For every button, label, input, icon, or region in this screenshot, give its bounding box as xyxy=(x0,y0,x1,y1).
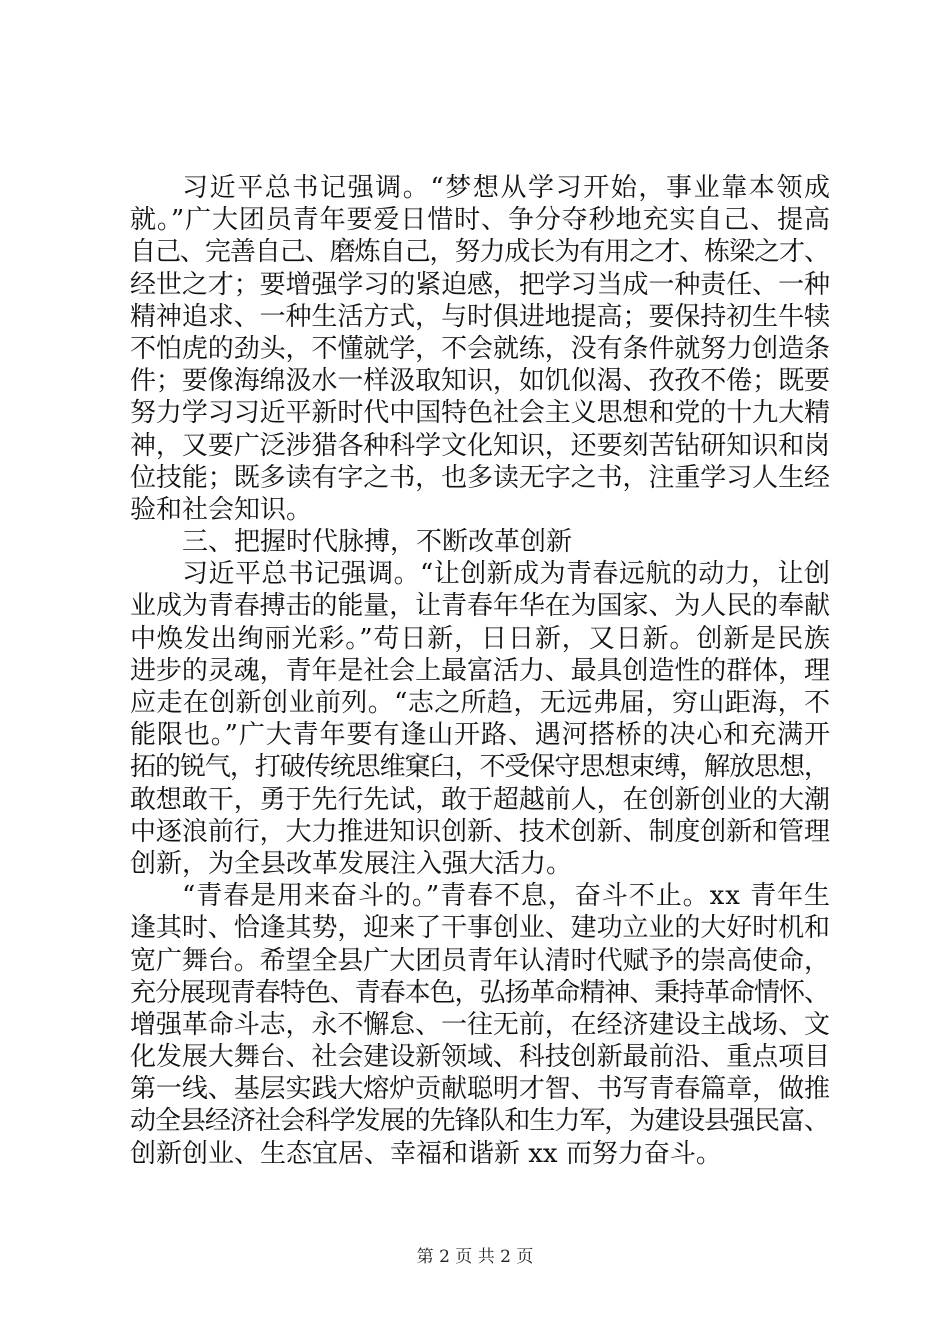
text-line xyxy=(130,430,830,462)
text-line-content: 中焕发出绚丽光彩。”苟日新，日日新，又日新。创新是民族 xyxy=(130,623,831,654)
text-line-content: 就。”广大团员青年要爱日惜时、争分夺秒地充实自己、提高 xyxy=(130,205,831,236)
text-line xyxy=(130,719,830,751)
text-line xyxy=(130,977,830,1009)
text-line-content: 习近平总书记强调。“梦想从学习开始，事业靠本领成 xyxy=(182,173,832,203)
text-line xyxy=(130,1009,830,1041)
text-line xyxy=(130,301,830,333)
text-line-content: 位技能；既多读有字之书，也多读无字之书，注重学习人生经 xyxy=(130,462,830,493)
text-line xyxy=(130,172,830,204)
text-line xyxy=(130,816,830,848)
text-line-content: 件；要像海绵汲水一样汲取知识，如饥似渴、孜孜不倦；既要 xyxy=(130,366,830,397)
text-line-content: 创新创业、生态宜居、幸福和谐新 xx 而努力奋斗。 xyxy=(130,1138,722,1169)
text-line-content: 精神追求、一种生活方式，与时俱进地提高；要保持初生牛犊 xyxy=(130,301,830,332)
text-line-content: 充分展现青春特色、青春本色，弘扬革命精神、秉持革命情怀、 xyxy=(130,977,829,1008)
text-line xyxy=(130,945,830,977)
page-footer: 第 2 页 共 2 页 xyxy=(416,1247,534,1267)
text-line xyxy=(130,236,830,268)
text-line xyxy=(130,397,830,429)
text-line xyxy=(130,269,830,301)
text-line xyxy=(130,1105,830,1137)
text-line-content: 宽广舞台。希望全县广大团员青年认清时代赋予的崇高使命， xyxy=(130,945,830,976)
document-body xyxy=(130,172,830,1170)
text-line xyxy=(130,751,830,783)
text-line xyxy=(130,687,830,719)
text-line-content: 业成为青春搏击的能量，让青春年华在为国家、为人民的奉献 xyxy=(130,591,830,622)
text-line xyxy=(130,784,830,816)
text-line xyxy=(130,333,830,365)
text-line xyxy=(130,590,830,622)
text-line xyxy=(130,848,830,880)
text-line-content: 创新，为全县改革发展注入强大活力。 xyxy=(130,848,573,879)
text-line-content: 进步的灵魂，青年是社会上最富活力、最具创造性的群体，理 xyxy=(130,655,830,686)
text-line xyxy=(130,655,830,687)
text-line xyxy=(130,623,830,655)
text-line xyxy=(130,1041,830,1073)
text-line-content: 经世之才；要增强学习的紧迫感，把学习当成一种责任、一种 xyxy=(130,269,830,300)
text-line xyxy=(130,494,830,526)
text-line xyxy=(130,204,830,236)
text-line-content: 不怕虎的劲头，不懂就学，不会就练，没有条件就努力创造条 xyxy=(130,333,830,364)
text-line-content: 验和社会知识。 xyxy=(130,494,313,525)
text-line-content: 神，又要广泛涉猎各种科学文化知识，还要刻苦钻研知识和岗 xyxy=(130,430,830,461)
text-line xyxy=(130,558,830,590)
text-line-content: 逢其时、恰逢其势，迎来了干事创业、建功立业的大好时机和 xyxy=(130,913,830,944)
text-line xyxy=(130,462,830,494)
text-line-content: “青春是用来奋斗的。”青春不息，奋斗不止。xx 青年生 xyxy=(182,881,831,912)
text-line-content: 三、把握时代脉搏，不断改革创新 xyxy=(182,527,573,558)
text-line-content: 动全县经济社会科学发展的先锋队和生力军，为建设县强民富、 xyxy=(130,1106,829,1137)
text-line xyxy=(130,1138,830,1170)
text-line-content: 努力学习习近平新时代中国特色社会主义思想和党的十九大精 xyxy=(130,398,830,429)
text-line-content: 应走在创新创业前列。“志之所趋，无远弗届，穷山距海，不 xyxy=(130,688,831,718)
text-line-content: 拓的锐气，打破传统思维窠臼，不受保守思想束缚，解放思想， xyxy=(130,752,829,783)
text-line-content: 增强革命斗志，永不懈怠、一往无前，在经济建设主战场、文 xyxy=(130,1009,830,1040)
text-line xyxy=(130,880,830,912)
text-line-content: 中逐浪前行，大力推进知识创新、技术创新、制度创新和管理 xyxy=(130,816,830,847)
text-line-content: 自己、完善自己、磨炼自己，努力成长为有用之才、栋梁之才、 xyxy=(130,237,829,268)
text-line-content: 习近平总书记强调。“让创新成为青春远航的动力，让创 xyxy=(182,559,831,590)
text-line-content: 第一线、基层实践大熔炉贡献聪明才智、书写青春篇章，做推 xyxy=(130,1074,830,1105)
text-line xyxy=(130,526,830,558)
text-line xyxy=(130,365,830,397)
text-line-content: 化发展大舞台、社会建设新领域、科技创新最前沿、重点项目 xyxy=(130,1042,830,1073)
text-line xyxy=(130,1073,830,1105)
text-line-content: 敢想敢干，勇于先行先试，敢于超越前人，在创新创业的大潮 xyxy=(130,784,830,815)
text-line-content: 能限也。”广大青年要有逢山开路、遇河搭桥的决心和充满开 xyxy=(130,720,831,751)
text-line xyxy=(130,912,830,944)
